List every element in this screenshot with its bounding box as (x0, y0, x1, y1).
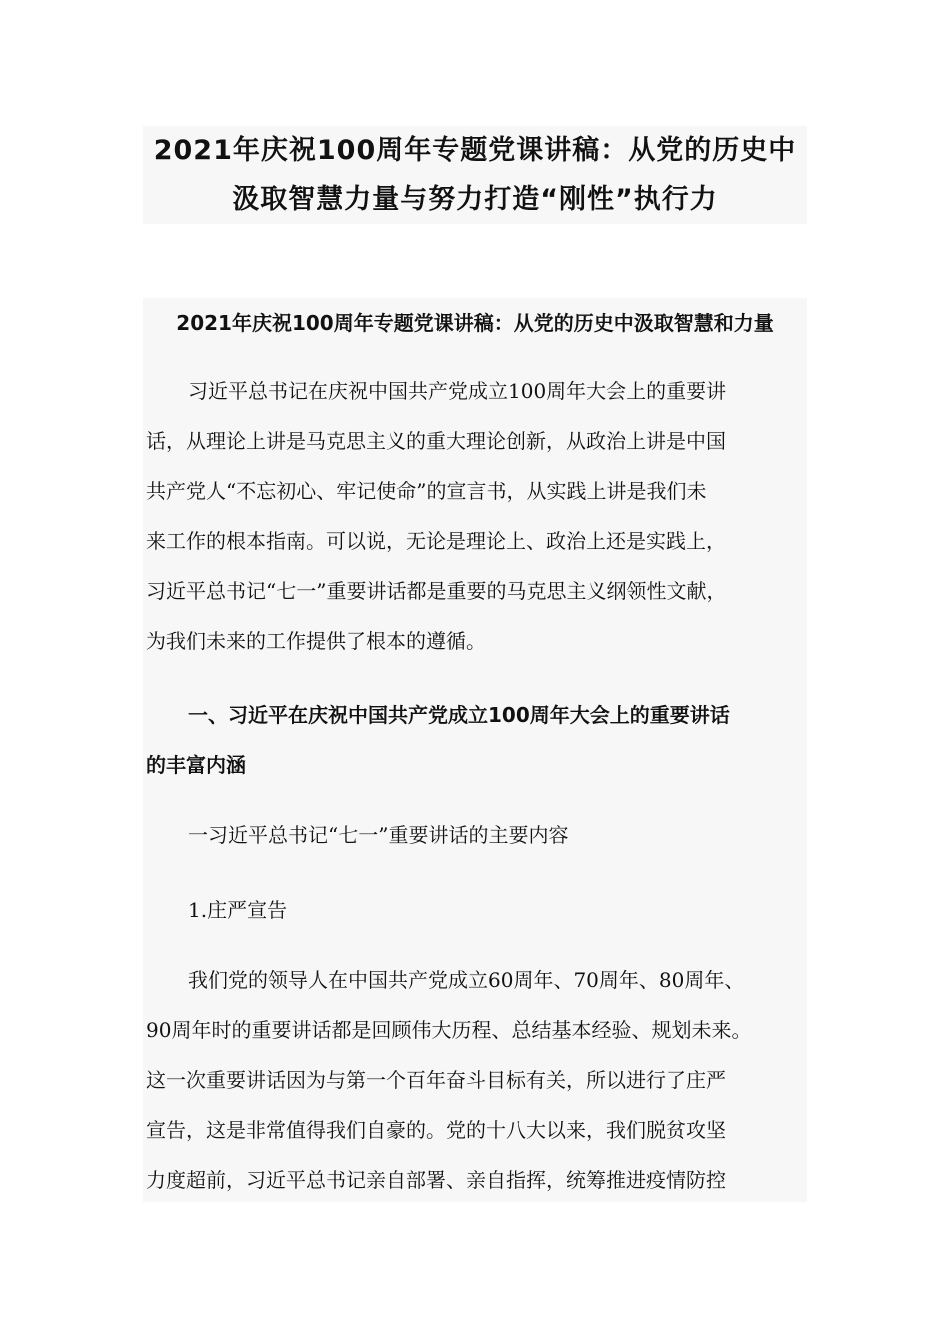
item-heading-text: 1.庄严宣告 (188, 898, 288, 922)
body-line: 力度超前，习近平总书记亲自部署、亲自指挥，统筹推进疫情防控 (146, 1168, 726, 1192)
subsection-heading-text: 一习近平总书记“七一”重要讲话的主要内容 (188, 823, 569, 847)
title-line-2: 汲取智慧力量与努力打造“刚性”执行力 (232, 184, 718, 215)
section-1-heading (146, 690, 806, 790)
section-heading-line: 的丰富内涵 (146, 753, 246, 777)
intro-paragraph (146, 366, 806, 666)
document-title (143, 126, 807, 224)
body-line: 90周年时的重要讲话都是回顾伟大历程、总结基本经验、规划未来。 (146, 1018, 752, 1042)
body-paragraph (146, 955, 806, 1205)
intro-line: 习近平总书记“七一”重要讲话都是重要的马克思主义纲领性文献， (146, 579, 727, 603)
intro-line: 为我们未来的工作提供了根本的遵循。 (146, 629, 486, 653)
item-heading (146, 885, 806, 935)
body-line: 我们党的领导人在中国共产党成立60周年、70周年、80周年、 (188, 968, 745, 992)
body-line: 这一次重要讲话因为与第一个百年奋斗目标有关，所以进行了庄严 (146, 1068, 726, 1092)
body-line: 宣告，这是非常值得我们自豪的。党的十八大以来，我们脱贫攻坚 (146, 1118, 726, 1142)
intro-line: 习近平总书记在庆祝中国共产党成立100周年大会上的重要讲 (188, 379, 727, 403)
section-heading-line: 一、习近平在庆祝中国共产党成立100周年大会上的重要讲话 (188, 703, 730, 727)
intro-line: 来工作的根本指南。可以说，无论是理论上、政治上还是实践上， (146, 529, 726, 553)
intro-line: 话，从理论上讲是马克思主义的重大理论创新，从政治上讲是中国 (146, 429, 726, 453)
subtitle: 2021年庆祝100周年专题党课讲稿：从党的历史中汲取智慧和力量 (176, 311, 774, 335)
subsection-heading (146, 810, 806, 860)
intro-line: 共产党人“不忘初心、牢记使命”的宣言书，从实践上讲是我们未 (146, 479, 707, 503)
title-line-1: 2021年庆祝100周年专题党课讲稿：从党的历史中 (153, 135, 797, 166)
